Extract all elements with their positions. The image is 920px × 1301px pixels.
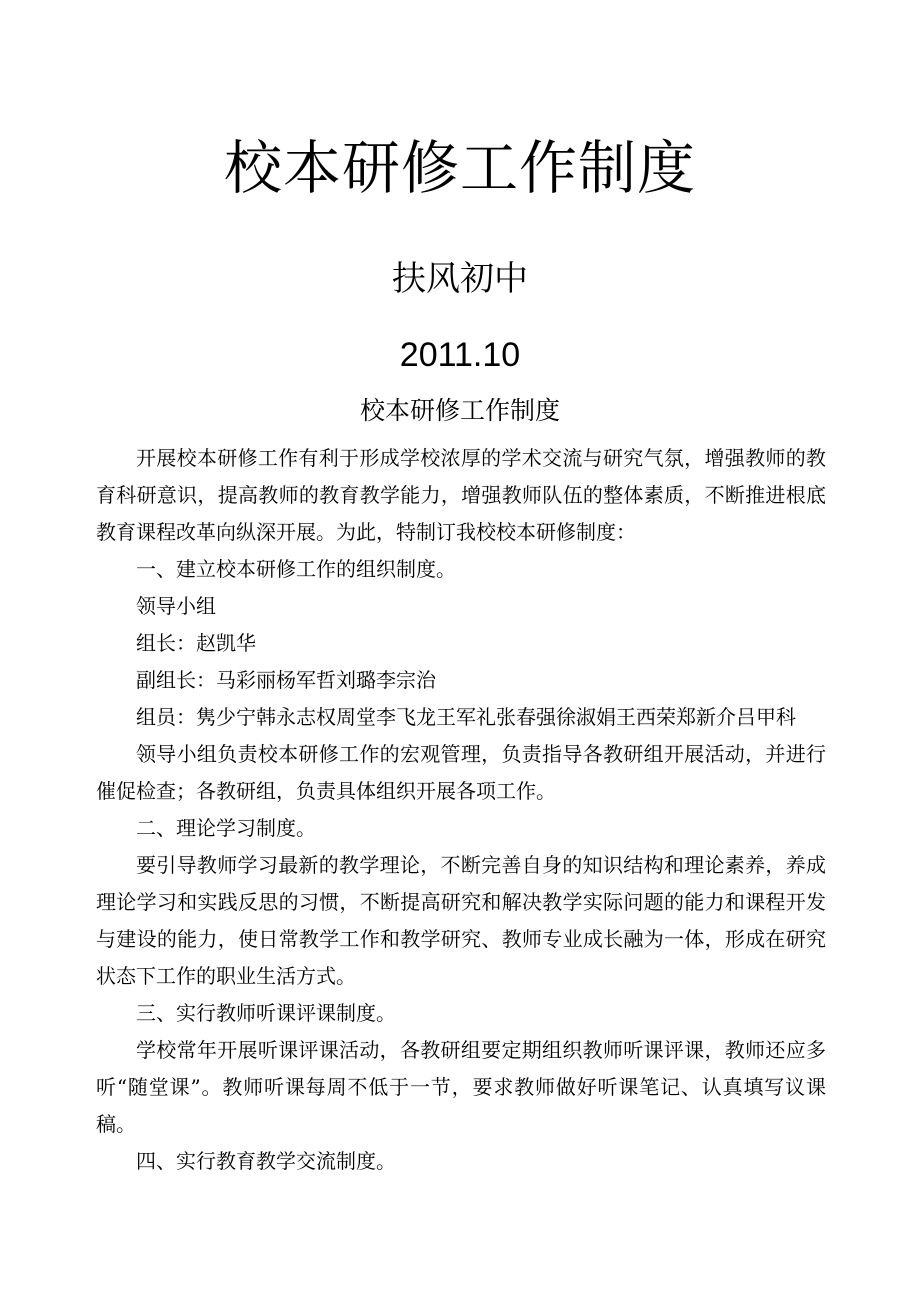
paragraph-deputy-leaders: 副组长：马彩丽杨军哲刘璐李宗治 — [136, 668, 436, 692]
cover-date: 2011.10 — [399, 336, 521, 374]
paragraph-lesson-observation: 学校常年开展听课评课活动，各教研组要定期组织教师听课评课，教师还应多听“随堂课”。教师听课每周不低于一节，要求教师做好听课笔记、认真填写议课稿。 — [96, 1038, 826, 1136]
cover-title: 校本研修工作制度 — [223, 134, 696, 202]
section-heading-1: 一、建立校本研修工作的组织制度。 — [136, 557, 456, 581]
paragraph-leadership-group: 领导小组 — [136, 594, 216, 618]
paragraph-group-leader: 组长：赵凯华 — [136, 631, 256, 655]
paragraph-theory-study: 要引导教师学习最新的教学理论，不断完善自身的知识结构和理论素养，养成理论学习和实践反思的习惯，不断提高研究和解决教学实际问题的能力和课程开发与建设的能力，使日常教学工作和教学研究、教师专业成长融为一体，形成在研究状态下工作的职业生活方式。 — [96, 853, 826, 988]
cover-school-name: 扶风初中 — [392, 259, 528, 299]
document-title: 校本研修工作制度 — [359, 396, 560, 425]
paragraph-intro: 开展校本研修工作有利于形成学校浓厚的学术交流与研究气氛，增强教师的教育科研意识，提高教师的教育教学能力，增强教师队伍的整体素质，不断推进根底教育课程改革向纵深开展。为此，特制订我校校本研修制度： — [96, 446, 826, 544]
document-body — [96, 440, 826, 1180]
section-heading-3: 三、实行教师听课评课制度。 — [136, 1001, 396, 1025]
paragraph-members: 组员：隽少宁韩永志权周堂李飞龙王军礼张春强徐淑娟王西荣郑新介吕甲科 — [136, 705, 796, 729]
section-heading-4: 四、实行教育教学交流制度。 — [136, 1149, 396, 1173]
section-heading-2: 二、理论学习制度。 — [136, 816, 316, 840]
paragraph-responsibilities: 领导小组负责校本研修工作的宏观管理，负责指导各教研组开展活动，并进行催促检查；各教研组，负责具体组织开展各项工作。 — [96, 742, 826, 803]
